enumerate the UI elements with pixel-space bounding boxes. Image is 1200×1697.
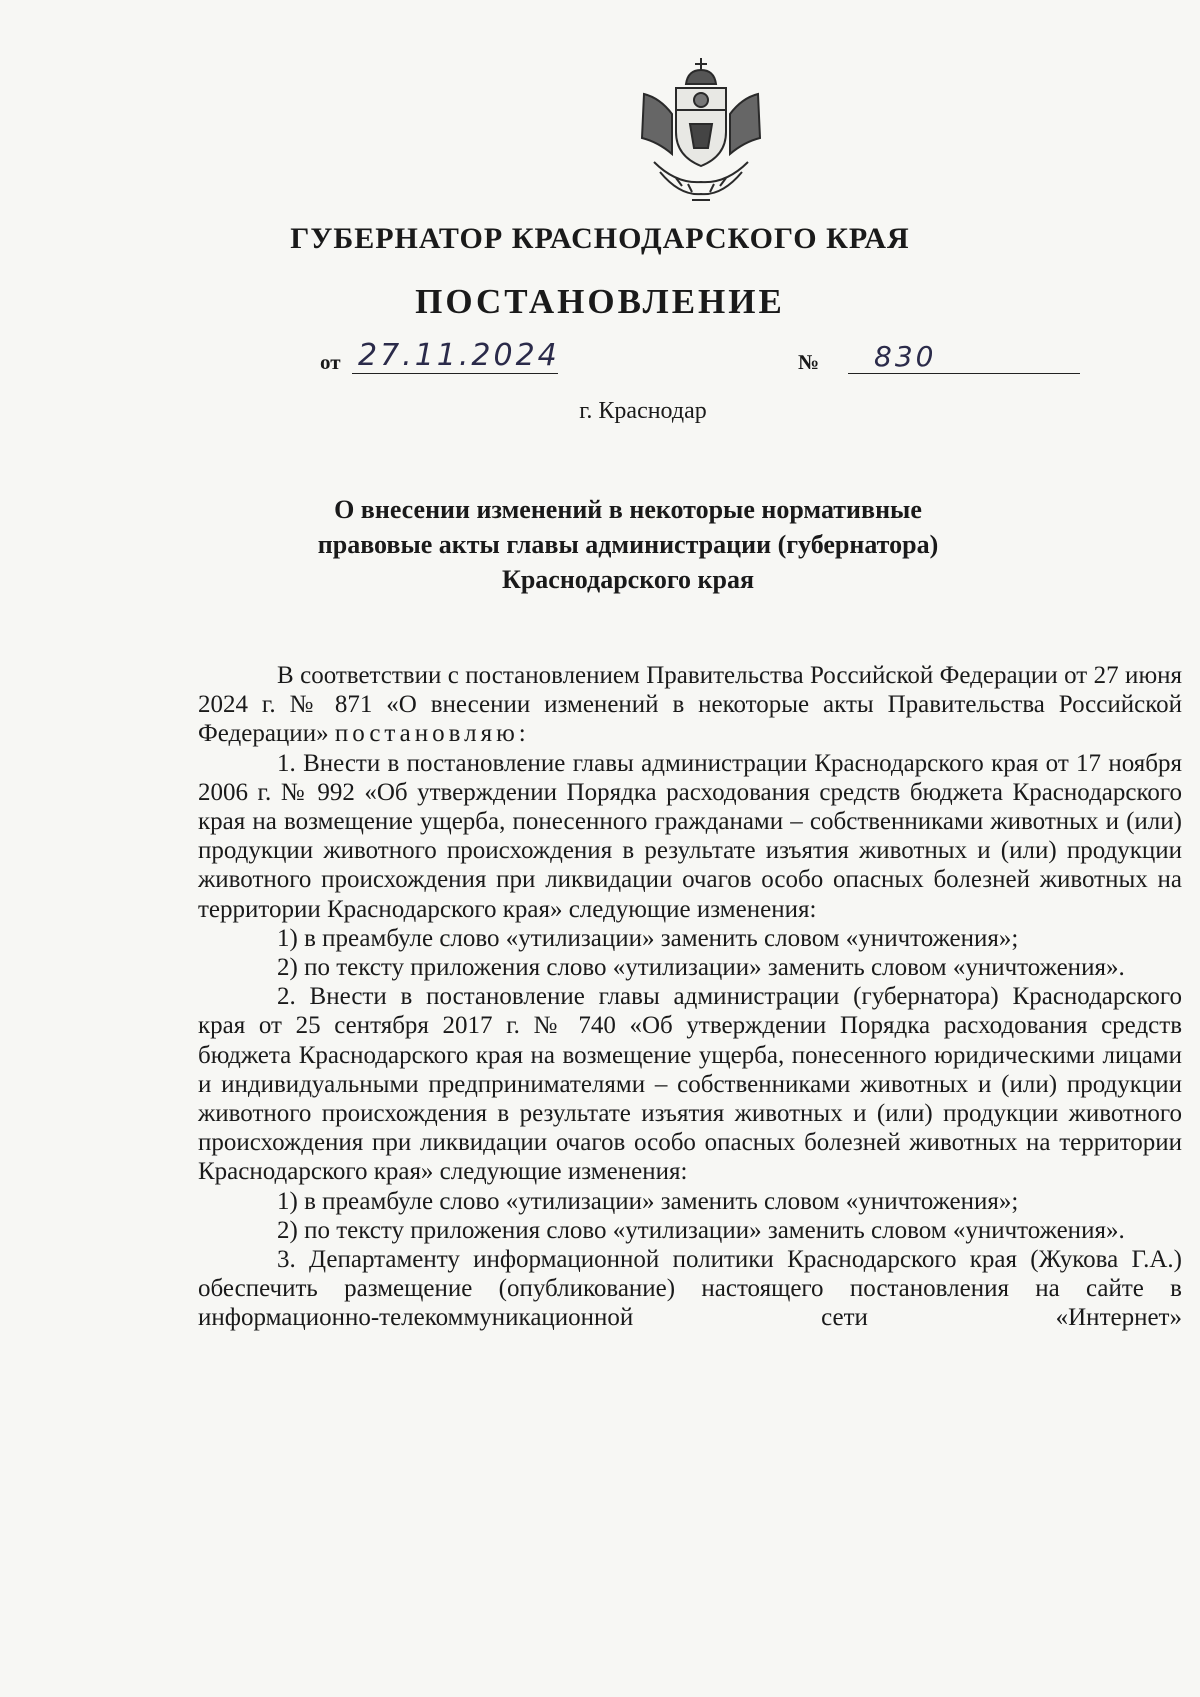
coat-of-arms-emblem [636, 54, 766, 209]
title-line: правовые акты главы администрации (губернатора) [317, 530, 939, 559]
document-type: ПОСТАНОВЛЕНИЕ [415, 282, 785, 321]
issuing-authority: ГУБЕРНАТОР КРАСНОДАРСКОГО КРАЯ [290, 222, 910, 255]
title-line: О внесении изменений в некоторые нормативные [334, 495, 922, 524]
clause-1: 1. Внести в постановление главы администрации Краснодарского края от 17 ноября 2006 г. № 992 «Об утверждении Порядка расходования средств бюджета Краснодарского края на возмещение ущерба, понесенного гражданами – собственниками животных и (или) продукции животного происхождения в результате изъятия животных и (или) продукции животного происхождения при ликвидации очагов особо опасных болезней животных на территории Краснодарского края» следующие изменения: [198, 749, 1182, 923]
preamble-text: В соответствии с постановлением Правительства Российской Федерации от 27 июня 2024 г. № 871 «О внесении изменений в некоторые акты Правительства Российской Федерации» [198, 662, 1182, 748]
document-title [0, 492, 1200, 597]
clause-1-sub-1: 1) в преамбуле слово «утилизации» заменить словом «уничтожения»; [277, 924, 1019, 952]
city: г. Краснодар [579, 398, 707, 424]
handwritten-number: 830 [848, 340, 1080, 374]
date-number-row [320, 338, 1060, 388]
date-prefix: от [320, 350, 341, 374]
preamble-action: постановляю: [334, 720, 530, 748]
clause-2-sub-1: 1) в преамбуле слово «утилизации» заменить словом «уничтожения»; [277, 1187, 1019, 1215]
clause-3: 3. Департаменту информационной политики Краснодарского края (Жукова Г.А.) обеспечить размещение (опубликование) настоящего постановления на сайте в информационно-телекоммуникационной сети «Интернет» [198, 1246, 1182, 1332]
clause-2-sub-2: 2) по тексту приложения слово «утилизации» заменить словом «уничтожения». [277, 1216, 1125, 1244]
document-body [198, 661, 1182, 1333]
handwritten-date: 27.11.2024 [352, 338, 558, 374]
preamble-paragraph [198, 661, 1182, 749]
number-prefix: № [798, 350, 820, 374]
clause-1-sub-2: 2) по тексту приложения слово «утилизации» заменить словом «уничтожения». [277, 954, 1125, 982]
clause-2: 2. Внести в постановление главы администрации (губернатора) Краснодарского края от 25 сентября 2017 г. № 740 «Об утверждении Порядка расходования средств бюджета Краснодарского края на возмещение ущерба, понесенного юридическими лицами и индивидуальными предпринимателями – собственниками животных и (или) продукции животного происхождения в результате изъятия животных и (или) продукции животного происхождения при ликвидации очагов особо опасных болезней животных на территории Краснодарского края» следующие изменения: [198, 983, 1182, 1186]
title-line: Краснодарского края [501, 565, 755, 594]
